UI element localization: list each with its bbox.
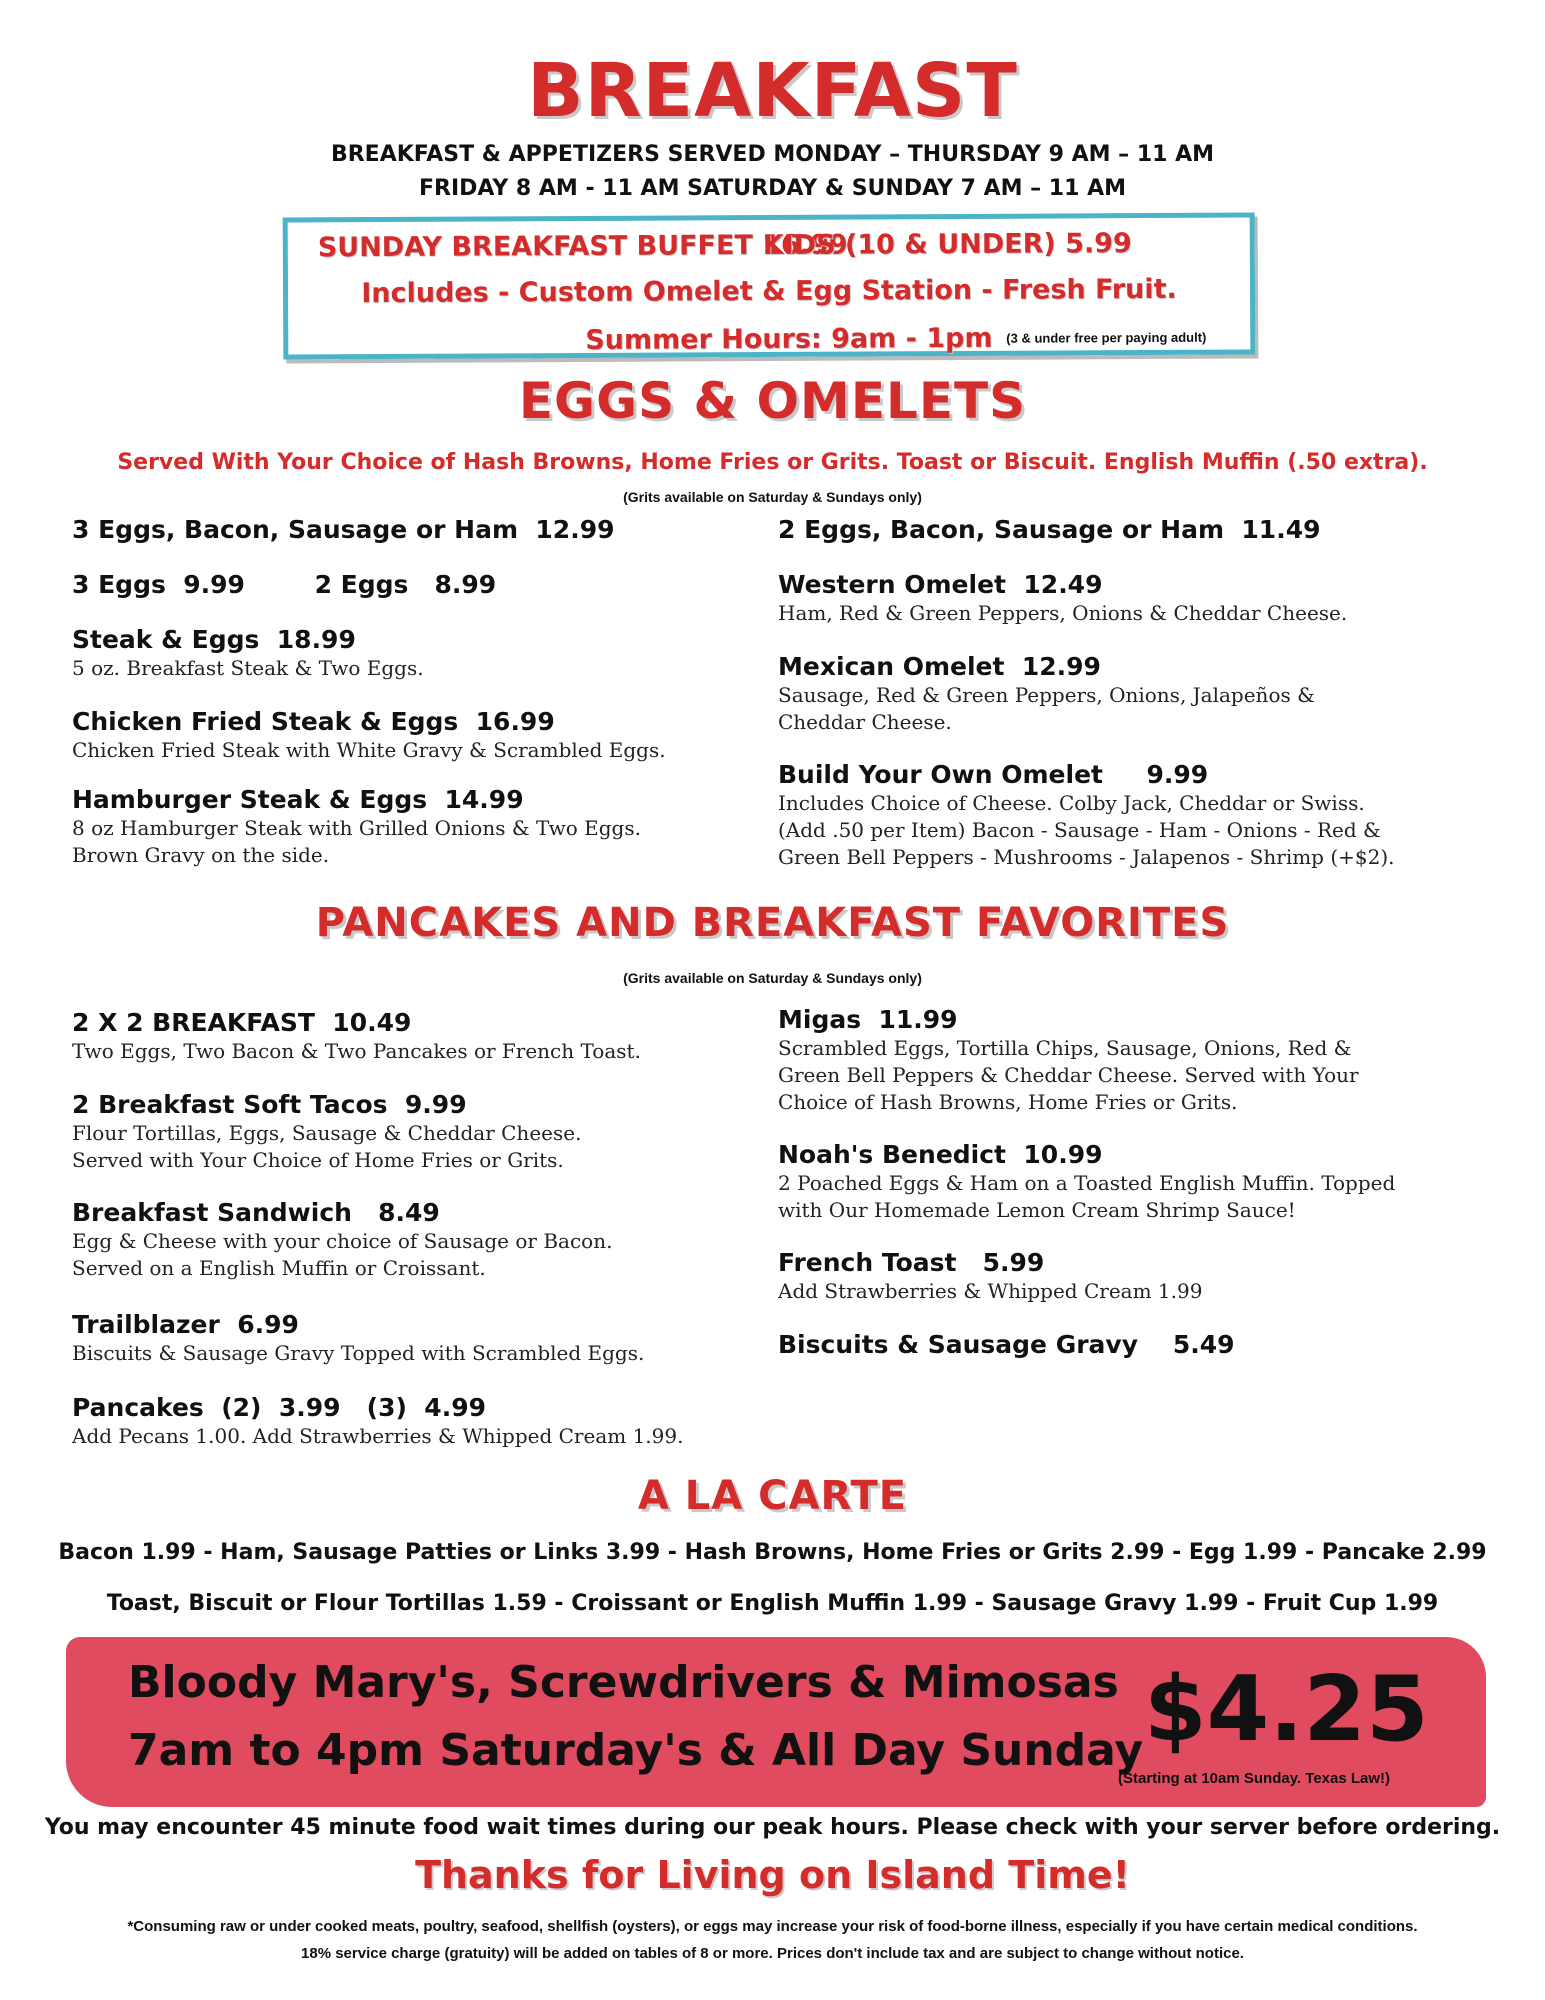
menu-item — [72, 1393, 762, 1450]
buffet-price-line: SUNDAY BREAKFAST BUFFET 16.99 — [317, 229, 848, 264]
menu-item-name: Hamburger Steak & Eggs 14.99 — [72, 785, 524, 814]
menu-item-name: 2 Breakfast Soft Tacos 9.99 — [72, 1090, 467, 1119]
menu-item — [72, 1198, 762, 1282]
menu-item-name: Western Omelet 12.49 — [778, 570, 1103, 599]
menu-item-description: 5 oz. Breakfast Steak & Two Eggs. — [72, 656, 424, 680]
menu-item-description: Chicken Fried Steak with White Gravy & Scrambled Eggs. — [72, 738, 666, 762]
hours-line-1: BREAKFAST & APPETIZERS SERVED MONDAY – THURSDAY 9 AM – 11 AM — [330, 142, 1215, 167]
menu-item-description: Ham, Red & Green Peppers, Onions & Cheddar Cheese. — [778, 601, 1348, 625]
menu-item-name: Mexican Omelet 12.99 — [778, 652, 1101, 681]
menu-item-name: Build Your Own Omelet 9.99 — [778, 760, 1209, 789]
section-title-eggs: EGGS & OMELETS — [518, 372, 1027, 430]
drinks-note: (Starting at 10am Sunday. Texas Law!) — [1118, 1770, 1391, 1787]
a-la-carte-line-2: Toast, Biscuit or Flour Tortillas 1.59 - Croissant or English Muffin 1.99 - Sausage Gravy 1.99 - Fruit Cup 1.99 — [106, 1591, 1439, 1616]
menu-item — [778, 1248, 1468, 1305]
menu-item-name: 3 Eggs 9.99 2 Eggs 8.99 — [72, 570, 497, 599]
menu-item-description: Sausage, Red & Green Peppers, Onions, Jalapeños & Cheddar Cheese. — [778, 683, 1315, 734]
drinks-banner — [66, 1637, 1486, 1807]
menu-item-name: Noah's Benedict 10.99 — [778, 1140, 1103, 1169]
menu-item-name: Trailblazer 6.99 — [72, 1310, 299, 1339]
page-title: BREAKFAST — [527, 48, 1018, 134]
menu-item-description: Add Pecans 1.00. Add Strawberries & Whipped Cream 1.99. — [72, 1424, 684, 1448]
drinks-line-2: 7am to 4pm Saturday's & All Day Sunday — [128, 1725, 1144, 1776]
menu-item-name: French Toast 5.99 — [778, 1248, 1045, 1277]
eggs-subtitle: Served With Your Choice of Hash Browns, Home Fries or Grits. Toast or Biscuit. English Muffin (.50 extra). — [117, 450, 1428, 475]
eggs-grits-note: (Grits available on Saturday & Sundays only) — [623, 489, 922, 505]
buffet-includes: Includes - Custom Omelet & Egg Station - Fresh Fruit. — [361, 273, 1177, 310]
menu-item — [778, 760, 1468, 871]
service-charge-note: 18% service charge (gratuity) will be added on tables of 8 or more. Prices don't include tax and are subject to change without notice. — [301, 1945, 1244, 1962]
menu-item — [778, 1140, 1468, 1224]
menu-item-name: 2 Eggs, Bacon, Sausage or Ham 11.49 — [778, 515, 1321, 544]
hours-line-2: FRIDAY 8 AM - 11 AM SATURDAY & SUNDAY 7 AM – 11 AM — [419, 176, 1126, 201]
menu-item — [72, 785, 762, 869]
menu-item — [778, 1005, 1468, 1116]
menu-item — [72, 1090, 762, 1174]
menu-item-description: 8 oz Hamburger Steak with Grilled Onions & Two Eggs. Brown Gravy on the side. — [72, 816, 641, 867]
menu-item — [72, 707, 762, 764]
wait-time-note: You may encounter 45 minute food wait times during our peak hours. Please check with your server before ordering. — [44, 1815, 1501, 1840]
menu-item-description: Add Strawberries & Whipped Cream 1.99 — [778, 1279, 1203, 1303]
menu-item — [778, 652, 1468, 736]
menu-item — [778, 570, 1468, 627]
section-title-pancakes: PANCAKES AND BREAKFAST FAVORITES — [315, 900, 1230, 946]
menu-item-description: Scrambled Eggs, Tortilla Chips, Sausage, Onions, Red & Green Bell Peppers & Cheddar Cheese. Served with Your Choice of Hash Browns, Home Fries or Grits. — [778, 1036, 1359, 1114]
menu-item-name: Chicken Fried Steak & Eggs 16.99 — [72, 707, 555, 736]
menu-item-name: 2 X 2 BREAKFAST 10.49 — [72, 1008, 412, 1037]
health-disclaimer: *Consuming raw or under cooked meats, poultry, seafood, shellfish (oysters), or eggs may increase your risk of food-borne illness, especially if you have certain medical conditions. — [127, 1918, 1418, 1935]
thanks-message: Thanks for Living on Island Time! — [415, 1853, 1130, 1897]
menu-item-name: 3 Eggs, Bacon, Sausage or Ham 12.99 — [72, 515, 615, 544]
menu-item — [72, 1310, 762, 1367]
menu-item — [778, 1330, 1468, 1360]
menu-item-description: 2 Poached Eggs & Ham on a Toasted English Muffin. Topped with Our Homemade Lemon Cream Shrimp Sauce! — [778, 1171, 1396, 1222]
menu-item-name: Breakfast Sandwich 8.49 — [72, 1198, 440, 1227]
menu-item — [72, 1008, 762, 1065]
menu-item-name: Steak & Eggs 18.99 — [72, 625, 356, 654]
drinks-price: $4.25 — [1144, 1657, 1429, 1762]
buffet-box — [283, 212, 1256, 359]
pancakes-grits-note: (Grits available on Saturday & Sundays only) — [623, 970, 922, 986]
menu-item — [778, 515, 1468, 545]
menu-item-description: Two Eggs, Two Bacon & Two Pancakes or French Toast. — [72, 1039, 641, 1063]
menu-item-description: Biscuits & Sausage Gravy Topped with Scrambled Eggs. — [72, 1341, 645, 1365]
menu-item — [72, 515, 762, 545]
drinks-line-1: Bloody Mary's, Screwdrivers & Mimosas — [128, 1657, 1119, 1708]
menu-item-description: Egg & Cheese with your choice of Sausage or Bacon. Served on a English Muffin or Croissant. — [72, 1229, 613, 1280]
menu-item-name: Biscuits & Sausage Gravy 5.49 — [778, 1330, 1235, 1359]
menu-item — [72, 625, 762, 682]
menu-item-name: Pancakes (2) 3.99 (3) 4.99 — [72, 1393, 486, 1422]
buffet-note: (3 & under free per paying adult) — [1006, 329, 1207, 346]
section-title-a-la-carte: A LA CARTE — [637, 1473, 908, 1519]
buffet-kids-price: KIDS (10 & UNDER) 5.99 — [762, 228, 1132, 262]
a-la-carte-line-1: Bacon 1.99 - Ham, Sausage Patties or Links 3.99 - Hash Browns, Home Fries or Grits 2.99 - Egg 1.99 - Pancake 2.99 — [58, 1540, 1487, 1565]
menu-item — [72, 570, 762, 600]
buffet-summer-hours: Summer Hours: 9am - 1pm — [585, 322, 993, 356]
menu-item-name: Migas 11.99 — [778, 1005, 958, 1034]
menu-item-description: Flour Tortillas, Eggs, Sausage & Cheddar Cheese. Served with Your Choice of Home Fries or Grits. — [72, 1121, 582, 1172]
menu-item-description: Includes Choice of Cheese. Colby Jack, Cheddar or Swiss. (Add .50 per Item) Bacon - Sausage - Ham - Onions - Red & Green Bell Peppers - Mushrooms - Jalapenos - Shrimp (+$2). — [778, 791, 1395, 869]
